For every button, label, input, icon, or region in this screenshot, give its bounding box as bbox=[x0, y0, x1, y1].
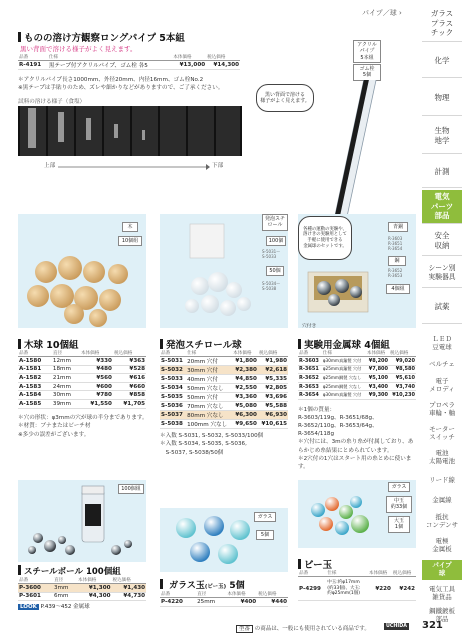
pipe-sample-label: 試料の溶ける様子（食塩） bbox=[18, 99, 86, 105]
uchida-logo: UCHIDA bbox=[386, 624, 407, 629]
metal-tag-count: 4個組 bbox=[386, 284, 410, 294]
dissolve-strip bbox=[18, 106, 242, 156]
metal-hole-label: 穴付き bbox=[302, 324, 317, 329]
pipe-bubble: 黒い背面で溶ける 様子がよく見えます。 bbox=[256, 84, 314, 112]
sidebar-sub-propeller[interactable]: プロペラ 車輪・軸 bbox=[429, 401, 455, 417]
sidebar-sub-melody[interactable]: 電子 メロディ bbox=[429, 377, 455, 393]
sidebar-item-biology[interactable]: 生物 地学 bbox=[422, 118, 462, 154]
sidebar-sub-parts[interactable]: 鋼鐵鍍板 部品 bbox=[429, 607, 455, 623]
table-row: A-1580 12mm ¥330 ¥363 bbox=[19, 357, 145, 364]
sidebar-sub-motor[interactable]: モーター スイッチ bbox=[429, 425, 455, 441]
table-row: A-1582 21mm ¥560 ¥616 bbox=[19, 374, 145, 381]
table-row: S-5034 50mm 穴なし ¥2,550 ¥2,805 bbox=[161, 385, 287, 392]
pipe-top-label: 上部 bbox=[44, 163, 56, 169]
glass-table: 品番 直径 本体価格 税込価格 P-4220 25mm ¥400 ¥440 bbox=[161, 592, 287, 605]
table-row: P-4220 25mm ¥400 ¥440 bbox=[161, 598, 287, 605]
steel-look bbox=[18, 602, 90, 610]
table-row: A-1583 24mm ¥600 ¥660 bbox=[19, 383, 145, 390]
foam-tag-100: 100個 bbox=[266, 236, 286, 246]
sidebar-item-scene[interactable]: シーン別 実験器具 bbox=[422, 258, 462, 288]
sidebar-item-electric-parts[interactable]: 電気 パーツ 部品 bbox=[422, 190, 462, 224]
sidebar-item-reagent[interactable]: 試薬 bbox=[422, 290, 462, 324]
foam-tag-small1: S-5031～ S-5033 bbox=[262, 249, 281, 259]
page-number: 321 bbox=[422, 620, 443, 631]
sidebar-sub-lead[interactable]: リード線 bbox=[429, 476, 455, 485]
glass-tag-material: ガラス bbox=[254, 512, 276, 522]
foam-tag-50: 50個 bbox=[266, 266, 284, 276]
metal-tag-bronze: 青銅 bbox=[388, 222, 408, 232]
foam-tag-small2: S-5034～ S-5038 bbox=[262, 281, 281, 291]
pipe-notes: ＊アクリルパイプ長さ1000mm、外径20mm、内径16mm、ゴム栓No.2 ※黒テープは手貼りのため、ズレや細かりなどがありますので、ご了承ください。 bbox=[18, 77, 224, 92]
sidebar-item-glass[interactable]: ガラス プラス チック bbox=[422, 6, 462, 42]
table-row: S-5035 50mm 穴付 ¥3,360 ¥3,696 bbox=[161, 394, 287, 401]
sidebar-sub-battery[interactable]: 電池 太陽電池 bbox=[429, 449, 455, 465]
top-bottom-arrow bbox=[58, 163, 210, 171]
foam-notes: ＊入数 S-5031, S-5032, S-5033/100個 ＊入数 S-5034, S-5035, S-5036, S-5037, S-5038/50個 bbox=[160, 433, 264, 456]
table-row: S-5032 30mm 穴付 ¥2,380 ¥2,618 bbox=[161, 367, 287, 374]
metal-title: 実験用金属球 4個組 bbox=[298, 337, 390, 351]
bead-tag-large: 大玉 1個 bbox=[388, 516, 410, 533]
foam-title: 発泡スチロール球 bbox=[160, 337, 242, 351]
table-row: S-5036 70mm 穴なし ¥5,080 ¥5,588 bbox=[161, 403, 287, 410]
wood-tag-count: 10個組 bbox=[118, 236, 142, 246]
sidebar-item-measurement[interactable]: 計測 bbox=[422, 156, 462, 188]
table-row: S-5037 80mm 穴なし ¥6,300 ¥6,930 bbox=[161, 412, 287, 419]
metal-notes: ＊1個の質量： R-3603/119g、R-3651/68g、 R-3652/110g、R-3653/64g、 R-3654/118g ＊穴付には、3mの糸り糸が付属しており、あらかじめ糸結果にとめられています。 ＊2穴付の1穴はスタート用の糸とめに使います。 bbox=[298, 407, 414, 470]
bead-table: 品番 仕様 本体価格 税込価格 P-4299 中玉:約φ17mm (約33個)、大玉: 約φ25mm(1個) ¥220 ¥242 bbox=[298, 570, 416, 601]
sidebar-item-chemistry[interactable]: 化学 bbox=[422, 44, 462, 78]
bead-tag-material: ガラス bbox=[388, 482, 410, 492]
foam-tag-material: 発泡スチ ロール bbox=[262, 214, 288, 231]
wood-tag-material: 木 bbox=[122, 222, 138, 232]
metal-tag-steel: 鋼 bbox=[388, 256, 406, 266]
footer-note: 型番 の商品は、一般にも使用されている商品です。 bbox=[236, 624, 370, 632]
sidebar-sub-electrode[interactable]: 電極 金属板 bbox=[432, 537, 452, 553]
metal-bubble: 各種の運動の実験や、 溶けきの実験用として 手軽に使用できる 金属球のセットです。 bbox=[298, 216, 352, 260]
sidebar-index bbox=[422, 6, 462, 626]
bead-tag-medium: 中玉 約33個 bbox=[386, 496, 412, 513]
glass-tag-count: 5個 bbox=[256, 530, 274, 540]
pipe-tag-acrylic: アクリル パイプ 5本組 bbox=[353, 40, 381, 63]
table-row: R-3652 φ25mm鋼製 穴なし ¥5,100 ¥5,610 bbox=[299, 374, 415, 381]
glass-title: ガラス玉(ビー玉) 5個 bbox=[160, 578, 245, 591]
table-row: S-5031 20mm 穴付 ¥1,800 ¥1,980 bbox=[161, 358, 287, 365]
table-row: P-4299 中玉:約φ17mm (約33個)、大玉: 約φ25mm(1個) ¥220 ¥242 bbox=[298, 577, 416, 601]
table-row: A-1585 39mm ¥1,550 ¥1,705 bbox=[19, 400, 145, 407]
table-row: A-1581 18mm ¥480 ¥528 bbox=[19, 366, 145, 373]
foam-table: 品番 仕様 本体価格 税込価格 S-5031 20mm 穴付 ¥1,800 ¥1,980 S-5032 30mm 穴付 ¥2,380 ¥2,618 S-5033 40mm 穴付 ¥4,850 ¥5,335 S-5034 50mm 穴なし ¥2,550 ¥2,805 S-5035 50mm 穴付 ¥3,360 ¥3,696 S-5036 70mm 穴なし ¥5,080 ¥5,588 S-5037 80mm 穴なし ¥6,300 ¥6,930 S-5038 100mm 穴なし ¥9,650 ¥10,615 bbox=[161, 351, 287, 428]
category-breadcrumb: パイプ／球 › bbox=[362, 9, 402, 17]
wood-table: 品番 直径 本体価格 税込価格 A-1580 12mm ¥330 ¥363 A-1581 18mm ¥480 ¥528 A-1582 21mm ¥560 ¥616 A-1583 24mm ¥600 ¥660 A-1584 30mm ¥780 ¥858 A-1585 39mm ¥1,550 ¥1,705 bbox=[19, 351, 145, 407]
steel-table: 品番 直径 本体価格 税込価格 P-3600 3mm ¥1,300 ¥1,430 P-3601 6mm ¥4,300 ¥4,730 bbox=[19, 578, 145, 600]
table-row: A-1584 30mm ¥780 ¥858 bbox=[19, 392, 145, 399]
pipe-title: ものの溶け方観察ロングパイプ 5本組 bbox=[18, 30, 185, 44]
steel-tag-count: 100個組 bbox=[118, 484, 144, 494]
sidebar-sub-led[interactable]: ＬＥＤ 豆電球 bbox=[432, 335, 452, 351]
wood-title: 木球 10個組 bbox=[18, 337, 79, 351]
pipe-bottom-label: 下部 bbox=[212, 163, 224, 169]
pipe-illustration bbox=[300, 80, 410, 230]
footer-mark: 型番 bbox=[236, 625, 253, 633]
pipe-dissolve-photos bbox=[18, 106, 242, 156]
steel-title: スチールボール 100個組 bbox=[18, 565, 121, 577]
table-row: R-3651 φ25mm真鍮製 穴付 ¥7,800 ¥8,580 bbox=[299, 366, 415, 373]
table-row: R-3603 φ30mm真鍮製 穴付 ¥8,200 ¥9,020 bbox=[299, 357, 415, 364]
wood-notes: ＊穴の形状：φ3mmの穴が球の半分まであります。 ＊材質：ブナまたはビーチ材 ※多少の誤差がございます。 bbox=[18, 415, 148, 438]
sidebar-sub-pipe-ball[interactable]: パイプ 球 bbox=[422, 560, 462, 580]
table-row: P-3600 3mm ¥1,300 ¥1,430 bbox=[19, 584, 145, 591]
table-row: S-5033 40mm 穴付 ¥4,850 ¥5,335 bbox=[161, 376, 287, 383]
metal-tag-small2: R-3652 R-3653 bbox=[388, 268, 403, 278]
sidebar-sub-metal-wire[interactable]: 金属線 bbox=[432, 496, 452, 505]
sidebar-sub-tools[interactable]: 電気工具 雑貨品 bbox=[429, 585, 455, 601]
pipe-subtitle: 黒い背面で溶ける様子がよく見えます。 bbox=[20, 45, 137, 53]
metal-tag-small1: R-3603 R-3651 R-3654 bbox=[388, 236, 403, 251]
look-reference[interactable]: P.439～452 金属球 bbox=[40, 604, 90, 610]
table-row: P-3601 6mm ¥4,300 ¥4,730 bbox=[19, 593, 145, 600]
bead-title: ビー玉 bbox=[298, 557, 332, 571]
table-row: S-5038 100mm 穴なし ¥9,650 ¥10,615 bbox=[161, 421, 287, 428]
sidebar-item-safety[interactable]: 安全 収納 bbox=[422, 226, 462, 256]
look-badge: LOOK bbox=[20, 604, 37, 610]
metal-table: 品番 仕様 本体価格 税込価格 R-3603 φ30mm真鍮製 穴付 ¥8,200 ¥9,020 R-3651 φ25mm真鍮製 穴付 ¥7,800 ¥8,580 R-3652 φ25mm鋼製 穴なし ¥5,100 ¥5,610 R-3653 φ25mm鋼製 穴なし ¥3,400 ¥3,740 R-3654 φ30mm真鍮製 穴付 ¥9,300 ¥10,230 bbox=[299, 351, 415, 399]
table-row: R-3653 φ25mm鋼製 穴なし ¥3,400 ¥3,740 bbox=[299, 383, 415, 390]
pipe-tag-stopper: ゴム栓 5個 bbox=[353, 64, 381, 81]
sidebar-sub-resistor[interactable]: 抵抗 コンデンサ bbox=[425, 513, 459, 529]
sidebar-item-physics[interactable]: 物理 bbox=[422, 80, 462, 116]
table-row: R-3654 φ30mm真鍮製 穴付 ¥9,300 ¥10,230 bbox=[299, 392, 415, 399]
sidebar-sub-peltier[interactable]: ベルチェ bbox=[429, 360, 455, 369]
pipe-table: 品番 仕様 本体価格 税込価格 R-4191 黒テープ付アクリルパイプ、ゴム栓 各5 ¥13,000 ¥14,300 bbox=[19, 55, 239, 69]
